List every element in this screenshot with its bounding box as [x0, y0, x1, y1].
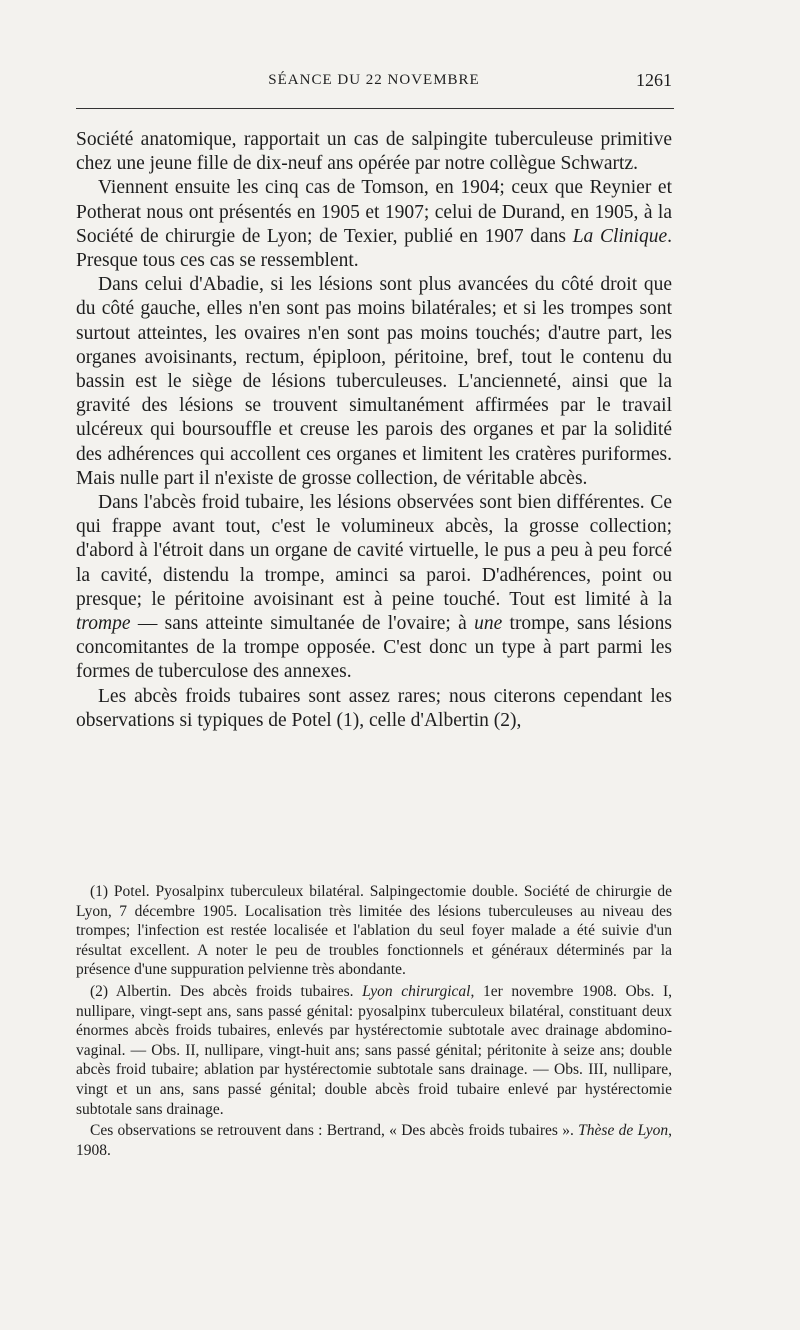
paragraph: Société anatomique, rapportait un cas de salpingite tuberculeuse primitive chez une jeune fille de dix-neuf ans opérée par notre collègue Schwartz. [76, 129, 672, 175]
paragraph [76, 491, 672, 685]
footnote [76, 1121, 672, 1160]
text-run: . Presque tous ces cas se ressemblent. [76, 225, 672, 272]
paragraph [76, 176, 672, 273]
text-run: (2) Albertin. Des abcès froids tubaires. [90, 982, 363, 1000]
text-run: , 1908. [76, 1122, 672, 1159]
running-header [76, 70, 672, 94]
main-text [76, 128, 672, 733]
emphasis: trompe [76, 613, 131, 635]
paragraph: Les abcès froids tubaires sont assez rares; nous citerons cependant les observations si typiques de Potel (1), celle d'Albertin (2), [76, 685, 672, 731]
text-run: trompe, sans lésions concomitantes de la trompe opposée. C'est donc un type à part parmi les formes de tuberculose des annexes. [76, 613, 672, 683]
emphasis: une [474, 613, 503, 635]
journal-title: Lyon chirurgical [362, 982, 471, 1000]
text-run: Viennent ensuite les cinq cas de Tomson, en 1904; ceux que Reynier et Potherat nous ont présentés en 1905 et 1907; celui de Durand, en 1905, à la Société de chirurgie de Lyon; de Texier, publié en 1907 dans [76, 177, 672, 247]
thesis-title: Thèse de Lyon [578, 1122, 669, 1140]
footnotes [76, 882, 672, 1160]
paragraph: Dans celui d'Abadie, si les lésions sont plus avancées du côté droit que du côté gauche, elles n'en sont pas moins bilatérales; et si les trompes sont surtout atteintes, les ovaires n'en sont pas moins touchés; d'autre part, les organes avoisinants, rectum, épiploon, péritoine, bref, tout le contenu du bassin est le siège de lésions tuberculeuses. L'ancienneté, ainsi que la gravité des lésions se trouvent simultanément affirmées par le travail ulcéreux qui boursouffle et creuse les parois des organes et par la solidité des adhérences qui accollent ces organes et limitent les cratères puriformes. Mais nulle part il n'existe de grosse collection, de véritable abcès. [76, 274, 672, 489]
header-rule [76, 108, 674, 109]
journal-title: La Clinique [572, 225, 668, 247]
footnote: (1) Potel. Pyosalpinx tuberculeux bilatéral. Salpingectomie double. Société de chirurgie de Lyon, 7 décembre 1905. Localisation très limitée des lésions tuberculeuses au niveau des trompes; l'infection est restée localisée et l'ablation du seul foyer malade a été suivie d'un résultat excellent. A noter le peu de troubles fonctionnels et généraux déterminés par la présence d'une suppuration pelvienne très abondante. [76, 883, 672, 979]
text-run: Dans l'abcès froid tubaire, les lésions observées sont bien différentes. Ce qui frappe avant tout, c'est le volumineux abcès, la grosse collection; d'abord à l'étroit dans un organe de cavité virtuelle, le pus a peu à peu forcé la cavité, distendu la trompe, aminci sa paroi. D'adhérences, point ou presque; le péritoine avoisinant est à peine touché. Tout est limité à la [76, 492, 672, 610]
text-run: , 1er novembre 1908. Obs. I, nullipare, vingt-sept ans, sans passé génital: pyosalpinx tuberculeux bilatéral, constituant deux énormes abcès froids tubaires, enlevés par hystérectomie subtotale avec drainage abdomino-vaginal. — Obs. II, nullipare, vingt-huit ans; sans passé génital; péritonite à seize ans; double abcès froid tubaire; ablation par hystérectomie subtotale sans drainage. — Obs. III, nullipare, vingt et un ans, sans passé génital; double abcès froid tubaire enlevé par hystérectomie subtotale sans drainage. [76, 982, 672, 1118]
text-run: — sans atteinte simultanée de l'ovaire; à [130, 613, 475, 635]
footnote [76, 982, 672, 1119]
text-run: Ces observations se retrouvent dans : Bertrand, « Des abcès froids tubaires ». [90, 1122, 579, 1140]
running-title: SÉANCE DU 22 NOVEMBRE [268, 72, 480, 88]
page-number: 1261 [636, 70, 672, 90]
